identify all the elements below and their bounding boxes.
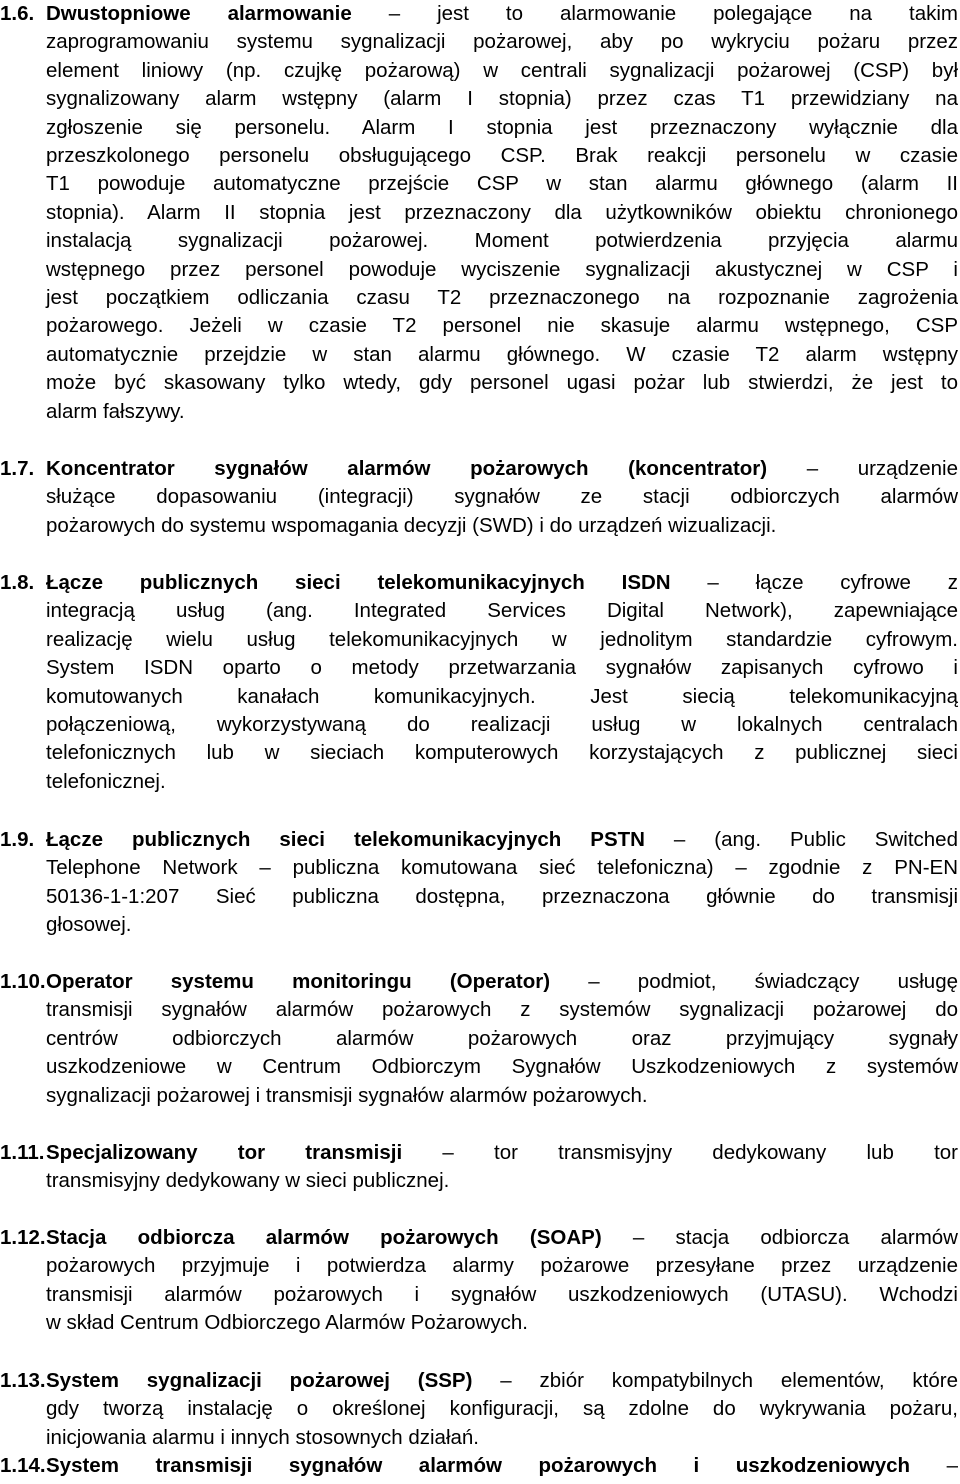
text-line: centrów odbiorczych alarmów pożarowych oraz przyjmujący sygnały [46,1026,958,1050]
text-line: telefonicznej. [46,769,166,793]
text-line: realizację wielu usług telekomunikacyjnych w jednolitym standardzie cyfrowym. [46,627,958,651]
definition-first-line [46,1367,958,1395]
text-line: sygnalizacji pożarowej i transmisji sygnałów alarmów pożarowych. [46,1083,648,1107]
text-line: pożarowych do systemu wspomagania decyzji (SWD) i do urządzeń wizualizacji. [46,513,777,537]
text-line: transmisyjny dedykowany w sieci publicznej. [46,1169,450,1193]
text-line: przeszkolonego personelu obsługującego CSP. Brak reakcji personelu w czasie [46,144,958,167]
definition-number: 1.12. [0,1226,46,1249]
definition-term: Specjalizowany tor transmisji [46,1141,403,1164]
definition-term: Łącze publicznych sieci telekomunikacyjnych PSTN [46,828,645,851]
definition-term: Łącze publicznych sieci telekomunikacyjnych ISDN [46,571,671,594]
definition-first-line [46,968,958,996]
text-line: gdy tworzą instalację o określonej konfiguracji, są zdolne do wykrywania pożaru, [46,1397,958,1421]
text-line: zgłoszenie się personelu. Alarm I stopnia jest przeznaczony wyłącznie dla [46,115,958,139]
text-line: zaprogramowaniu systemu sygnalizacji pożarowej, aby po wykryciu pożaru przez [46,30,958,54]
text-line: automatycznie przejdzie w stan alarmu głównego. W czasie T2 alarm wstępny [46,342,958,366]
text-line: pożarowego. Jeżeli w czasie T2 personel nie skasuje alarmu wstępnego, CSP [46,314,958,338]
definition-lead: – tor transmisyjny dedykowany lub tor [402,1141,958,1164]
definition-term: Koncentrator sygnałów alarmów pożarowych (koncentrator) [46,457,768,480]
text-line: telefonicznych lub w sieciach komputerowych korzystających z publicznej sieci [46,741,958,765]
text-line: integracją usług (ang. Integrated Services Digital Network), zapewniające [46,599,958,623]
text-line: T1 powoduje automatyczne przejście CSP w stan alarmu głównego (alarm II [46,172,958,196]
text-line: element liniowy (np. czujkę pożarową) w centrali sygnalizacji pożarowej (CSP) był [46,58,958,82]
text-line: jest początkiem odliczania czasu T2 przeznaczonego na rozpoznanie zagrożenia [46,286,958,309]
definition-term: Dwustopniowe alarmowanie [46,2,352,25]
definition-number: 1.7. [0,457,35,480]
text-line: transmisji sygnałów alarmów pożarowych z systemów sygnalizacji pożarowej do [46,998,958,1022]
definition-number: 1.13. [0,1369,46,1392]
definition-first-line [46,1452,958,1480]
text-line: sygnalizowany alarm wstępny (alarm I stopnia) przez czas T1 przewidziany na [46,87,958,111]
definition-term: Stacja odbiorcza alarmów pożarowych (SOAP) [46,1226,602,1249]
definition-number: 1.11. [0,1141,45,1164]
text-line: stopnia). Alarm II stopnia jest przeznaczony dla użytkowników obiektu chronionego [46,200,958,224]
text-line: uszkodzeniowe w Centrum Odbiorczym Sygnałów Uszkodzeniowych z systemów [46,1055,958,1079]
definition-term: System transmisji sygnałów alarmów pożarowych i uszkodzeniowych [46,1454,911,1477]
definition-first-line [46,569,958,597]
text-line: pożarowych przyjmuje i potwierdza alarmy pożarowe przesyłane przez urządzenie [46,1254,958,1278]
text-line: transmisji alarmów pożarowych i sygnałów uszkodzeniowych (UTASU). Wchodzi [46,1282,958,1306]
definition-lead: – jest to alarmowanie polegające na takim [351,2,958,25]
definition-lead: – podmiot, świadczący usługę [550,970,958,993]
text-line: w skład Centrum Odbiorczego Alarmów Pożarowych. [46,1311,528,1335]
definition-lead: – urządzenie [767,457,958,480]
definition-first-line [46,0,958,28]
definition-first-line [46,455,958,483]
text-line: połączeniową, wykorzystywaną do realizacji usług w lokalnych centralach [46,713,958,736]
definition-number: 1.8. [0,571,35,594]
text-line: może być skasowany tylko wtedy, gdy personel ugasi pożar lub stwierdzi, że jest to [46,371,958,395]
definition-number: 1.9. [0,828,35,851]
definition-first-line [46,1224,958,1252]
text-line: głosowej. [46,913,132,937]
definition-lead: – (ang. Public Switched [644,828,958,851]
definition-term: System sygnalizacji pożarowej (SSP) [46,1369,473,1392]
text-line: wstępnego przez personel powoduje wyciszenie sygnalizacji akustycznej w CSP i [46,257,958,281]
text-line: alarm fałszywy. [46,399,185,423]
text-line: komutowanych kanałach komunikacyjnych. Jest siecią telekomunikacyjną [46,684,958,708]
text-line: System ISDN oparto o metody przetwarzania sygnałów zapisanych cyfrowo i [46,656,958,680]
definition-number: 1.6. [0,2,35,25]
text-line: instalacją sygnalizacji pożarowej. Moment potwierdzenia przyjęcia alarmu [46,229,958,253]
definition-lead: – zbiór kompatybilnych elementów, które [472,1369,958,1392]
text-line: 50136-1-1:207 Sieć publiczna dostępna, przeznaczona głównie do transmisji [46,884,958,908]
definition-lead: – stacja odbiorcza alarmów [601,1226,958,1249]
text-line: służące dopasowaniu (integracji) sygnałów ze stacji odbiorczych alarmów [46,485,958,509]
definition-lead: – łącze cyfrowe z [670,571,958,594]
definition-first-line [46,826,958,854]
definition-number: 1.10. [0,970,46,993]
text-line: Telephone Network – publiczna komutowana sieć telefoniczna) – zgodnie z PN-EN [46,856,958,880]
text-line: inicjowania alarmu i innych stosownych działań. [46,1425,479,1449]
definition-lead: – [910,1454,958,1477]
definition-term: Operator systemu monitoringu (Operator) [46,970,551,993]
definition-first-line [46,1139,958,1167]
definition-number: 1.14. [0,1454,46,1477]
